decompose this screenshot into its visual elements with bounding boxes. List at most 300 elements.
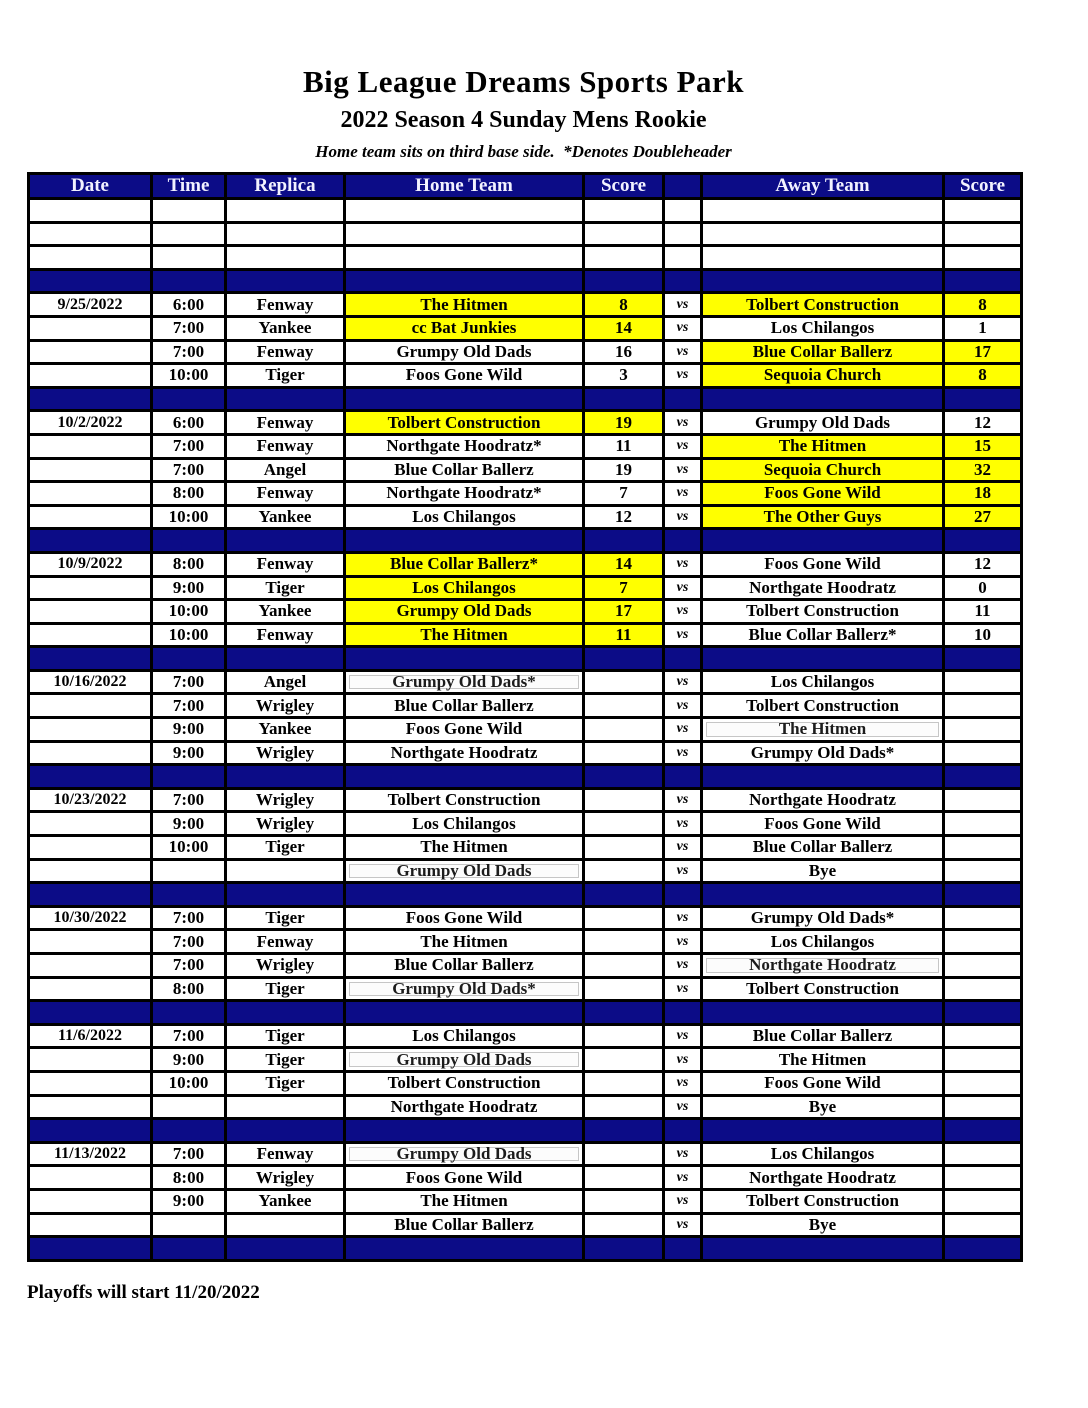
date-cell xyxy=(29,859,152,883)
game-row xyxy=(29,1189,1022,1213)
vs-cell: vs xyxy=(664,600,702,624)
away-score-cell xyxy=(944,269,1022,293)
vs-cell: vs xyxy=(664,1166,702,1190)
home-score-cell xyxy=(584,1119,664,1143)
vs-cell: vs xyxy=(664,812,702,836)
time-cell xyxy=(152,222,226,246)
away-score-cell xyxy=(944,387,1022,411)
vs-cell: vs xyxy=(664,623,702,647)
replica-cell: Yankee xyxy=(226,600,345,624)
time-cell: 9:00 xyxy=(152,741,226,765)
replica-cell: Yankee xyxy=(226,316,345,340)
replica-cell: Fenway xyxy=(226,434,345,458)
home-team-cell: Tolbert Construction xyxy=(345,788,584,812)
home-team-cell: The Hitmen xyxy=(345,836,584,860)
home-score-cell xyxy=(584,199,664,223)
home-team-cell: Grumpy Old Dads xyxy=(345,600,584,624)
replica-cell: Tiger xyxy=(226,977,345,1001)
col-header-away-score: Score xyxy=(944,174,1022,199)
home-score-cell xyxy=(584,1142,664,1166)
date-cell: 11/6/2022 xyxy=(29,1024,152,1048)
away-team-cell: The Hitmen xyxy=(702,434,944,458)
vs-cell: vs xyxy=(664,930,702,954)
replica-cell: Angel xyxy=(226,670,345,694)
separator-row xyxy=(29,1237,1022,1261)
time-cell xyxy=(152,883,226,907)
date-cell xyxy=(29,1071,152,1095)
game-row xyxy=(29,977,1022,1001)
game-row xyxy=(29,836,1022,860)
away-score-cell xyxy=(944,1048,1022,1072)
replica-cell: Tiger xyxy=(226,1024,345,1048)
separator-row xyxy=(29,883,1022,907)
time-cell xyxy=(152,765,226,789)
home-team-cell: Grumpy Old Dads xyxy=(345,859,584,883)
date-cell xyxy=(29,694,152,718)
away-score-cell xyxy=(944,529,1022,553)
time-cell: 8:00 xyxy=(152,482,226,506)
replica-cell: Wrigley xyxy=(226,788,345,812)
vs-cell xyxy=(664,765,702,789)
away-team-cell: Grumpy Old Dads* xyxy=(702,741,944,765)
home-team-cell: Grumpy Old Dads xyxy=(345,340,584,364)
time-cell: 8:00 xyxy=(152,977,226,1001)
replica-cell: Tiger xyxy=(226,1071,345,1095)
date-cell xyxy=(29,316,152,340)
date-cell xyxy=(29,505,152,529)
home-score-cell: 3 xyxy=(584,364,664,388)
time-cell xyxy=(152,529,226,553)
home-score-cell xyxy=(584,670,664,694)
date-cell xyxy=(29,458,152,482)
away-score-cell: 10 xyxy=(944,623,1022,647)
home-team-cell: Los Chilangos xyxy=(345,505,584,529)
away-score-cell xyxy=(944,906,1022,930)
replica-cell: Fenway xyxy=(226,293,345,317)
time-cell: 8:00 xyxy=(152,552,226,576)
vs-cell: vs xyxy=(664,434,702,458)
home-team-cell: Northgate Hoodratz* xyxy=(345,434,584,458)
time-cell: 7:00 xyxy=(152,340,226,364)
away-team-cell xyxy=(702,1119,944,1143)
home-team-cell: Tolbert Construction xyxy=(345,411,584,435)
date-cell xyxy=(29,836,152,860)
away-team-cell: Blue Collar Ballerz xyxy=(702,1024,944,1048)
time-cell xyxy=(152,1119,226,1143)
away-score-cell xyxy=(944,883,1022,907)
away-team-cell: Northgate Hoodratz xyxy=(702,954,944,978)
game-row xyxy=(29,623,1022,647)
time-cell: 7:00 xyxy=(152,954,226,978)
vs-cell xyxy=(664,222,702,246)
time-cell: 10:00 xyxy=(152,364,226,388)
replica-cell: Yankee xyxy=(226,505,345,529)
date-cell xyxy=(29,1189,152,1213)
date-cell xyxy=(29,269,152,293)
away-score-cell: 18 xyxy=(944,482,1022,506)
replica-cell xyxy=(226,883,345,907)
time-cell: 7:00 xyxy=(152,694,226,718)
time-cell: 7:00 xyxy=(152,458,226,482)
home-score-cell xyxy=(584,529,664,553)
vs-cell: vs xyxy=(664,411,702,435)
home-score-cell xyxy=(584,883,664,907)
time-cell xyxy=(152,1237,226,1261)
game-row xyxy=(29,954,1022,978)
replica-cell xyxy=(226,859,345,883)
date-cell xyxy=(29,930,152,954)
game-row xyxy=(29,1166,1022,1190)
away-team-cell: Grumpy Old Dads* xyxy=(702,906,944,930)
away-score-cell xyxy=(944,199,1022,223)
replica-cell xyxy=(226,1237,345,1261)
game-row xyxy=(29,741,1022,765)
away-team-cell: Bye xyxy=(702,859,944,883)
title-block xyxy=(27,64,1020,162)
away-score-cell: 15 xyxy=(944,434,1022,458)
home-score-cell xyxy=(584,1237,664,1261)
col-header-home-score: Score xyxy=(584,174,664,199)
away-score-cell: 8 xyxy=(944,293,1022,317)
away-team-cell xyxy=(702,1237,944,1261)
time-cell: 7:00 xyxy=(152,316,226,340)
date-cell xyxy=(29,364,152,388)
away-team-cell: Northgate Hoodratz xyxy=(702,1166,944,1190)
time-cell: 6:00 xyxy=(152,293,226,317)
home-score-cell: 19 xyxy=(584,411,664,435)
away-team-cell: Bye xyxy=(702,1095,944,1119)
home-score-cell xyxy=(584,1189,664,1213)
home-score-cell: 7 xyxy=(584,576,664,600)
home-team-cell: Los Chilangos xyxy=(345,812,584,836)
home-team-cell: Foos Gone Wild xyxy=(345,1166,584,1190)
replica-cell: Fenway xyxy=(226,482,345,506)
away-score-cell xyxy=(944,222,1022,246)
game-row xyxy=(29,1071,1022,1095)
away-score-cell xyxy=(944,1166,1022,1190)
away-score-cell xyxy=(944,859,1022,883)
home-team-cell: Grumpy Old Dads xyxy=(345,1142,584,1166)
away-team-cell: Sequoia Church xyxy=(702,364,944,388)
home-team-cell: Blue Collar Ballerz xyxy=(345,694,584,718)
vs-cell: vs xyxy=(664,316,702,340)
time-cell: 10:00 xyxy=(152,505,226,529)
home-score-cell xyxy=(584,765,664,789)
replica-cell xyxy=(226,529,345,553)
page-title: Big League Dreams Sports Park xyxy=(302,64,745,99)
date-cell: 10/23/2022 xyxy=(29,788,152,812)
away-team-cell: The Hitmen xyxy=(702,718,944,742)
replica-cell: Tiger xyxy=(226,836,345,860)
date-cell xyxy=(29,1166,152,1190)
replica-cell xyxy=(226,1001,345,1025)
game-row xyxy=(29,316,1022,340)
vs-cell: vs xyxy=(664,1213,702,1237)
date-cell: 9/25/2022 xyxy=(29,293,152,317)
game-row xyxy=(29,718,1022,742)
replica-cell: Yankee xyxy=(226,1189,345,1213)
date-cell xyxy=(29,529,152,553)
replica-cell: Fenway xyxy=(226,1142,345,1166)
vs-cell: vs xyxy=(664,836,702,860)
time-cell: 7:00 xyxy=(152,1142,226,1166)
home-team-cell: Northgate Hoodratz xyxy=(345,741,584,765)
away-score-cell xyxy=(944,670,1022,694)
time-cell xyxy=(152,859,226,883)
date-cell: 10/9/2022 xyxy=(29,552,152,576)
away-team-cell: Tolbert Construction xyxy=(702,694,944,718)
replica-cell: Wrigley xyxy=(226,694,345,718)
col-header-date: Date xyxy=(29,174,152,199)
vs-cell: vs xyxy=(664,1095,702,1119)
date-cell xyxy=(29,387,152,411)
date-cell xyxy=(29,718,152,742)
replica-cell xyxy=(226,647,345,671)
game-row xyxy=(29,1024,1022,1048)
date-cell xyxy=(29,340,152,364)
vs-cell xyxy=(664,246,702,270)
date-cell xyxy=(29,600,152,624)
away-score-cell xyxy=(944,1024,1022,1048)
replica-cell xyxy=(226,222,345,246)
col-header-vs xyxy=(664,174,702,199)
home-score-cell: 19 xyxy=(584,458,664,482)
game-row xyxy=(29,930,1022,954)
time-cell xyxy=(152,1001,226,1025)
home-score-cell xyxy=(584,812,664,836)
vs-cell: vs xyxy=(664,977,702,1001)
replica-cell: Yankee xyxy=(226,718,345,742)
separator-row xyxy=(29,647,1022,671)
separator-row xyxy=(29,269,1022,293)
away-score-cell: 32 xyxy=(944,458,1022,482)
time-cell: 9:00 xyxy=(152,718,226,742)
home-team-cell: Blue Collar Ballerz xyxy=(345,1213,584,1237)
home-team-cell xyxy=(345,647,584,671)
game-row xyxy=(29,482,1022,506)
separator-row xyxy=(29,1119,1022,1143)
game-row xyxy=(29,1048,1022,1072)
replica-cell: Tiger xyxy=(226,906,345,930)
vs-cell xyxy=(664,1001,702,1025)
header-row xyxy=(29,174,1022,199)
home-score-cell: 16 xyxy=(584,340,664,364)
home-team-cell xyxy=(345,199,584,223)
date-cell xyxy=(29,1048,152,1072)
replica-cell xyxy=(226,387,345,411)
game-row xyxy=(29,859,1022,883)
blank-row xyxy=(29,246,1022,270)
date-cell: 10/16/2022 xyxy=(29,670,152,694)
away-score-cell xyxy=(944,1142,1022,1166)
home-score-cell xyxy=(584,906,664,930)
away-score-cell xyxy=(944,741,1022,765)
vs-cell: vs xyxy=(664,482,702,506)
away-score-cell xyxy=(944,977,1022,1001)
time-cell: 7:00 xyxy=(152,930,226,954)
game-row xyxy=(29,458,1022,482)
away-team-cell: Blue Collar Ballerz* xyxy=(702,623,944,647)
time-cell: 9:00 xyxy=(152,1048,226,1072)
home-score-cell xyxy=(584,1166,664,1190)
game-row xyxy=(29,788,1022,812)
home-score-cell xyxy=(584,1024,664,1048)
replica-cell xyxy=(226,1095,345,1119)
time-cell: 10:00 xyxy=(152,836,226,860)
away-team-cell: Los Chilangos xyxy=(702,930,944,954)
home-team-cell xyxy=(345,883,584,907)
home-team-cell xyxy=(345,1237,584,1261)
home-score-cell xyxy=(584,387,664,411)
vs-cell: vs xyxy=(664,670,702,694)
game-row xyxy=(29,1142,1022,1166)
date-cell xyxy=(29,1119,152,1143)
vs-cell: vs xyxy=(664,859,702,883)
game-row xyxy=(29,411,1022,435)
away-score-cell: 8 xyxy=(944,364,1022,388)
replica-cell xyxy=(226,1213,345,1237)
game-row xyxy=(29,670,1022,694)
game-row xyxy=(29,906,1022,930)
vs-cell: vs xyxy=(664,505,702,529)
away-score-cell xyxy=(944,930,1022,954)
home-score-cell xyxy=(584,1071,664,1095)
date-cell xyxy=(29,246,152,270)
replica-cell: Fenway xyxy=(226,623,345,647)
game-row xyxy=(29,340,1022,364)
home-team-cell: Foos Gone Wild xyxy=(345,364,584,388)
time-cell: 9:00 xyxy=(152,576,226,600)
home-team-cell xyxy=(345,246,584,270)
replica-cell: Tiger xyxy=(226,1048,345,1072)
away-team-cell xyxy=(702,222,944,246)
away-score-cell xyxy=(944,812,1022,836)
away-score-cell xyxy=(944,1237,1022,1261)
home-score-cell: 14 xyxy=(584,316,664,340)
home-score-cell: 7 xyxy=(584,482,664,506)
home-score-cell xyxy=(584,647,664,671)
home-team-cell xyxy=(345,269,584,293)
away-team-cell xyxy=(702,1001,944,1025)
time-cell: 9:00 xyxy=(152,812,226,836)
away-score-cell: 27 xyxy=(944,505,1022,529)
home-score-cell xyxy=(584,694,664,718)
home-score-cell xyxy=(584,718,664,742)
home-score-cell xyxy=(584,246,664,270)
col-header-time: Time xyxy=(152,174,226,199)
home-score-cell: 11 xyxy=(584,434,664,458)
vs-cell xyxy=(664,1119,702,1143)
vs-cell: vs xyxy=(664,576,702,600)
date-cell xyxy=(29,1237,152,1261)
home-team-cell: Los Chilangos xyxy=(345,576,584,600)
home-team-cell xyxy=(345,1001,584,1025)
date-cell: 10/2/2022 xyxy=(29,411,152,435)
game-row xyxy=(29,812,1022,836)
away-score-cell: 12 xyxy=(944,411,1022,435)
replica-cell: Wrigley xyxy=(226,812,345,836)
replica-cell: Fenway xyxy=(226,340,345,364)
vs-cell: vs xyxy=(664,458,702,482)
vs-cell xyxy=(664,883,702,907)
date-cell xyxy=(29,741,152,765)
time-cell: 7:00 xyxy=(152,434,226,458)
home-team-cell: Foos Gone Wild xyxy=(345,718,584,742)
home-score-cell xyxy=(584,1001,664,1025)
away-team-cell: Los Chilangos xyxy=(702,670,944,694)
game-row xyxy=(29,1213,1022,1237)
away-team-cell: Tolbert Construction xyxy=(702,977,944,1001)
date-cell xyxy=(29,883,152,907)
away-score-cell: 1 xyxy=(944,316,1022,340)
home-score-cell xyxy=(584,836,664,860)
away-score-cell xyxy=(944,836,1022,860)
vs-cell: vs xyxy=(664,718,702,742)
time-cell xyxy=(152,1213,226,1237)
away-team-cell: Foos Gone Wild xyxy=(702,482,944,506)
home-score-cell xyxy=(584,1095,664,1119)
replica-cell: Fenway xyxy=(226,552,345,576)
home-team-cell: Grumpy Old Dads* xyxy=(345,977,584,1001)
away-score-cell xyxy=(944,1095,1022,1119)
replica-cell xyxy=(226,246,345,270)
date-cell xyxy=(29,199,152,223)
away-score-cell xyxy=(944,718,1022,742)
away-score-cell xyxy=(944,954,1022,978)
replica-cell: Tiger xyxy=(226,576,345,600)
time-cell: 7:00 xyxy=(152,670,226,694)
vs-cell: vs xyxy=(664,741,702,765)
away-score-cell xyxy=(944,1119,1022,1143)
game-row xyxy=(29,505,1022,529)
separator-row xyxy=(29,765,1022,789)
col-header-away-team: Away Team xyxy=(702,174,944,199)
away-team-cell xyxy=(702,529,944,553)
replica-cell xyxy=(226,269,345,293)
time-cell: 10:00 xyxy=(152,1071,226,1095)
vs-cell: vs xyxy=(664,293,702,317)
game-row xyxy=(29,293,1022,317)
home-team-cell: cc Bat Junkies xyxy=(345,316,584,340)
vs-cell: vs xyxy=(664,552,702,576)
away-team-cell: Blue Collar Ballerz xyxy=(702,836,944,860)
time-cell: 10:00 xyxy=(152,600,226,624)
away-score-cell xyxy=(944,694,1022,718)
away-score-cell xyxy=(944,1071,1022,1095)
replica-cell: Fenway xyxy=(226,930,345,954)
home-team-cell xyxy=(345,222,584,246)
vs-cell: vs xyxy=(664,694,702,718)
away-team-cell: The Hitmen xyxy=(702,1048,944,1072)
home-score-cell: 17 xyxy=(584,600,664,624)
vs-cell: vs xyxy=(664,954,702,978)
home-team-cell: Grumpy Old Dads xyxy=(345,1048,584,1072)
date-cell xyxy=(29,1213,152,1237)
date-cell xyxy=(29,765,152,789)
schedule-table xyxy=(27,172,1023,1262)
away-team-cell: Tolbert Construction xyxy=(702,600,944,624)
time-cell xyxy=(152,387,226,411)
home-team-cell xyxy=(345,765,584,789)
vs-cell: vs xyxy=(664,364,702,388)
home-score-cell xyxy=(584,269,664,293)
date-cell xyxy=(29,222,152,246)
playoffs-note: Playoffs will start 11/20/2022 xyxy=(27,1282,260,1303)
game-row xyxy=(29,694,1022,718)
home-team-cell: The Hitmen xyxy=(345,1189,584,1213)
separator-row xyxy=(29,1001,1022,1025)
replica-cell: Angel xyxy=(226,458,345,482)
